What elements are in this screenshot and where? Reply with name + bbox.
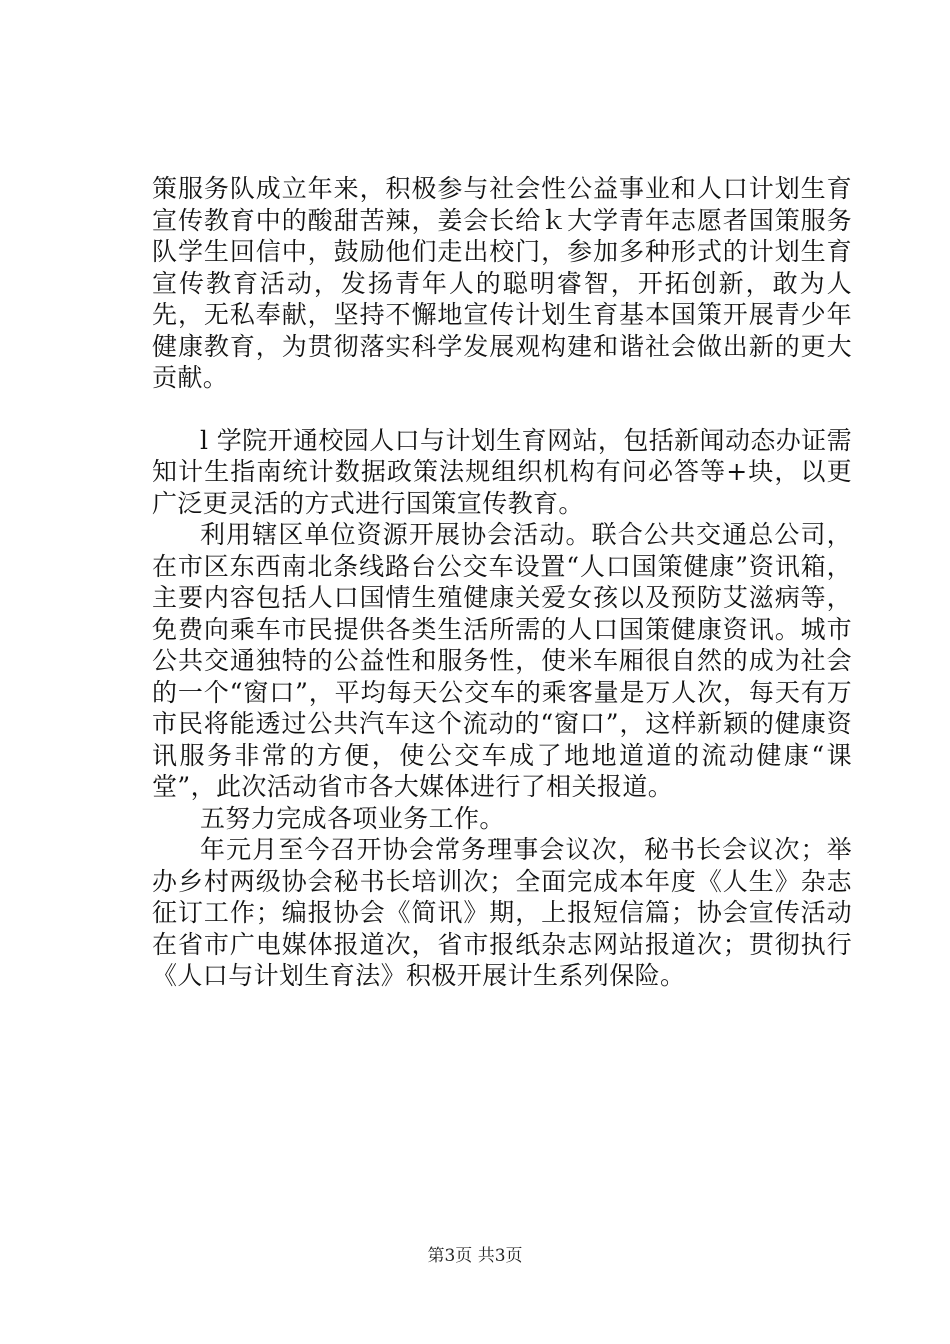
page-number-footer: 第3页 共3页 bbox=[427, 1246, 523, 1266]
paragraph-bus-information: 利用辖区单位资源开展协会活动。联合公共交通总公司，在市区东西南北条线路台公交车设置“人口国策健康”资讯箱，主要内容包括人口国情生殖健康关爱女孩以及预防艾滋病等，免费向乘车市民提供各类生活所需的人口国策健康资讯。城市公共交通独特的公益性和服务性，使米车厢很自然的成为社会的一个“窗口”，平均每天公交车的乘客量是万人次，每天有万市民将能透过公共汽车这个流动的“窗口”，这样新颖的健康资讯服务非常的方便，使公交车成了地地道道的流动健康“课堂”，此次活动省市各大媒体进行了相关报道。 bbox=[152, 520, 852, 801]
section-heading-business-work: 五努力完成各项业务工作。 bbox=[200, 803, 505, 833]
paragraph-work-summary: 年元月至今召开协会常务理事会议次，秘书长会议次；举办乡村两级协会秘书长培训次；全面完成本年度《人生》杂志征订工作；编报协会《简讯》期，上报短信篇；协会宣传活动在省市广电媒体报道次，省市报纸杂志网站报道次；贯彻执行《人口与计划生育法》积极开展计生系列保险。 bbox=[152, 835, 852, 990]
document-body bbox=[152, 173, 852, 992]
paragraph-volunteer-service: 策服务队成立年来，积极参与社会性公益事业和人口计划生育宣传教育中的酸甜苦辣，姜会长给ｋ大学青年志愿者国策服务队学生回信中，鼓励他们走出校门，参加多种形式的计划生育宣传教育活动，发扬青年人的聪明睿智，开拓创新，敢为人先，无私奉献，坚持不懈地宣传计划生育基本国策开展青少年健康教育，为贯彻落实科学发展观构建和谐社会做出新的更大贡献。 bbox=[152, 174, 852, 392]
paragraph-campus-website: l 学院开通校园人口与计划生育网站，包括新闻动态办证需知计生指南统计数据政策法规组织机构有问必答等+块，以更广泛更灵活的方式进行国策宣传教育。 bbox=[152, 425, 852, 518]
